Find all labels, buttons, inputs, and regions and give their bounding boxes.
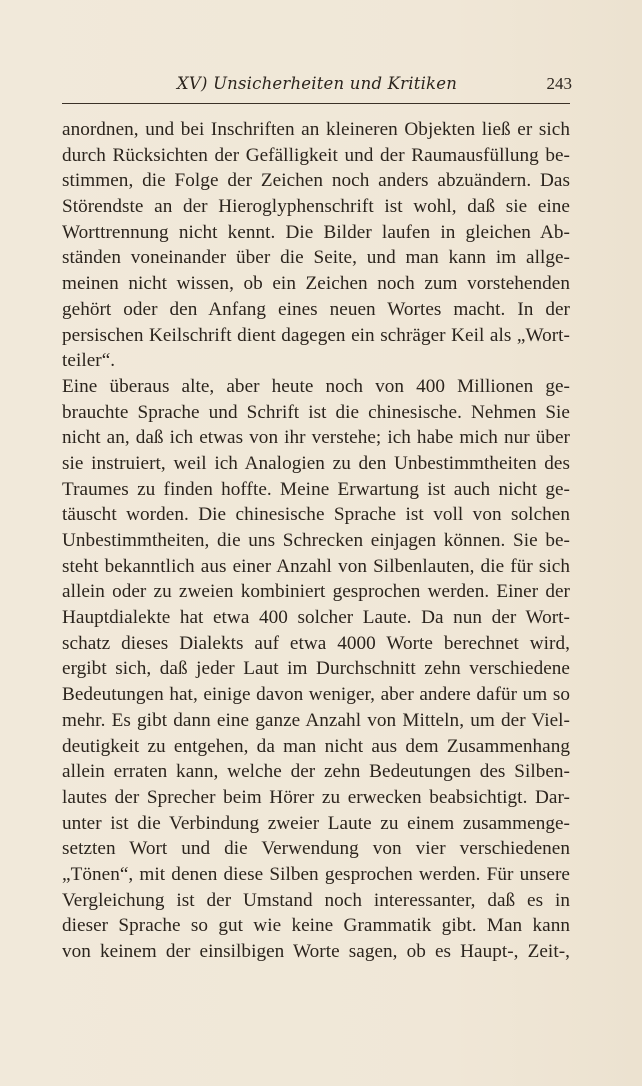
- text-line: Eine überaus alte, aber heute noch von 400 Millionen ge-: [62, 375, 570, 397]
- text-line: setzten Wort und die Verwendung von vier verschiedenen: [62, 838, 570, 860]
- text-line: durch Rücksichten der Gefälligkeit und der Raumausfüllung be-: [62, 144, 570, 166]
- text-line: unter ist die Verbindung zweier Laute zu einem zusammenge-: [62, 812, 570, 834]
- text-line: brauchte Sprache und Schrift ist die chinesische. Nehmen Sie: [62, 401, 570, 423]
- text-line: täuscht worden. Die chinesische Sprache ist voll von solchen: [62, 504, 570, 526]
- chapter-title: XV) Unsicherheiten und Kritiken: [176, 74, 458, 93]
- text-line: Bedeutungen hat, einige davon weniger, aber andere dafür um so: [62, 684, 570, 706]
- text-line: schatz dieses Dialekts auf etwa 4000 Worte berechnet wird,: [62, 632, 570, 654]
- text-line: Hauptdialekte hat etwa 400 solcher Laute. Da nun der Wort-: [62, 607, 570, 629]
- text-line: Traumes zu finden hoffte. Meine Erwartung ist auch nicht ge-: [62, 478, 570, 500]
- text-line: steht bekanntlich aus einer Anzahl von Silbenlauten, die für sich: [62, 555, 570, 577]
- text-line: deutigkeit zu entgehen, da man nicht aus dem Zusammenhang: [62, 735, 570, 757]
- running-head: [62, 74, 572, 100]
- text-line: allein oder zu zweien kombiniert gesprochen werden. Einer der: [62, 581, 570, 603]
- text-line: „Tönen“, mit denen diese Silben gesprochen werden. Für unsere: [62, 863, 570, 885]
- text-line: gehört oder den Anfang eines neuen Wortes macht. In der: [62, 298, 570, 320]
- text-line: persischen Keilschrift dient dagegen ein schräger Keil als „Wort-: [62, 324, 570, 346]
- text-line: Unbestimmtheiten, die uns Schrecken einjagen können. Sie be-: [62, 530, 570, 551]
- text-line: mehr. Es gibt dann eine ganze Anzahl von Mitteln, um der Viel-: [62, 709, 570, 731]
- text-line: teiler“.: [62, 350, 116, 372]
- text-line: ergibt sich, daß jeder Laut im Durchschnitt zehn verschiedene: [62, 658, 570, 680]
- text-line: stimmen, die Folge der Zeichen noch anders abzuändern. Das: [62, 170, 570, 192]
- header-rule: [62, 103, 570, 104]
- text-line: Vergleichung ist der Umstand noch interessanter, daß es in: [62, 889, 570, 911]
- page-number: 243: [546, 74, 572, 93]
- body-text: [62, 117, 570, 965]
- text-line: dieser Sprache so gut wie keine Grammatik gibt. Man kann: [62, 915, 570, 937]
- text-line: lautes der Sprecher beim Hörer zu erwecken beabsichtigt. Dar-: [62, 786, 570, 808]
- text-line: sie instruiert, weil ich Analogien zu den Unbestimmtheiten des: [62, 452, 570, 474]
- text-line: von keinem der einsilbigen Worte sagen, ob es Haupt-, Zeit-,: [62, 941, 570, 962]
- text-line: Störendste an der Hieroglyphenschrift ist wohl, daß sie eine: [62, 196, 570, 218]
- text-line: meinen nicht wissen, ob ein Zeichen noch zum vorstehenden: [62, 273, 570, 295]
- text-line: anordnen, und bei Inschriften an kleineren Objekten ließ er sich: [62, 119, 570, 140]
- text-line: nicht an, daß ich etwas von ihr verstehe; ich habe mich nur über: [62, 427, 570, 449]
- text-line: allein erraten kann, welche der zehn Bedeutungen des Silben-: [62, 761, 570, 783]
- text-line: Worttrennung nicht kennt. Die Bilder laufen in gleichen Ab-: [62, 221, 570, 243]
- text-line: ständen voneinander über die Seite, und man kann im allge-: [62, 247, 570, 269]
